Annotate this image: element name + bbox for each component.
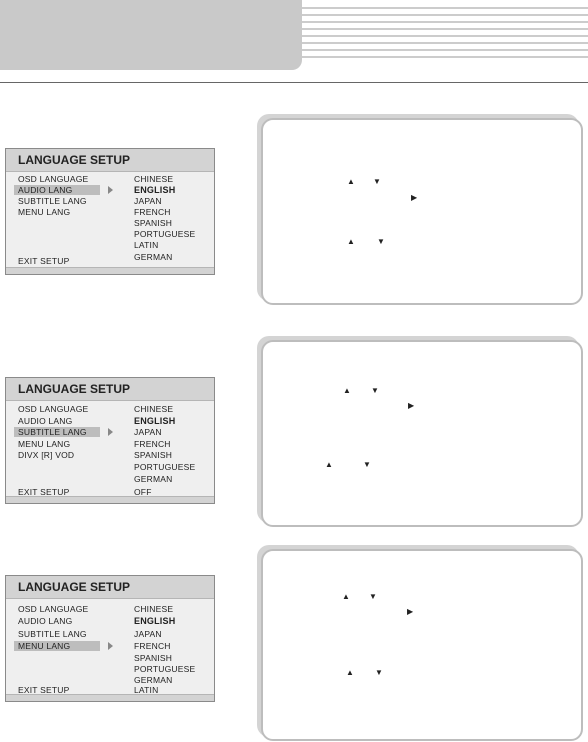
menu-item-osd-language[interactable]: OSD LANGUAGE (18, 174, 89, 184)
menu-item-exit-setup[interactable]: EXIT SETUP (18, 256, 70, 266)
menu-item-osd-language[interactable]: OSD LANGUAGE (18, 604, 89, 614)
menu-item-subtitle-lang[interactable]: SUBTITLE LANG (18, 427, 87, 437)
osd-footer (6, 496, 214, 503)
instruction-panel-1 (261, 118, 583, 305)
submenu-arrow-icon (108, 642, 113, 650)
option-german[interactable]: GERMAN (134, 474, 173, 484)
menu-item-menu-lang[interactable]: MENU LANG (18, 439, 71, 449)
instruction-panel-3 (261, 549, 583, 741)
osd-title: LANGUAGE SETUP (6, 576, 214, 599)
up-arrow-icon: ▲ (347, 237, 355, 246)
osd-language-setup-subtitle (5, 377, 215, 504)
option-japan[interactable]: JAPAN (134, 427, 162, 437)
option-japan[interactable]: JAPAN (134, 629, 162, 639)
osd-language-setup-menu (5, 575, 215, 702)
right-arrow-icon: ▶ (407, 607, 414, 616)
submenu-arrow-icon (108, 186, 113, 194)
menu-item-menu-lang[interactable]: MENU LANG (18, 207, 71, 217)
right-arrow-icon: ▶ (408, 401, 415, 410)
menu-item-audio-lang[interactable]: AUDIO LANG (18, 185, 73, 195)
down-arrow-icon: ▼ (373, 177, 381, 186)
down-arrow-icon: ▼ (363, 460, 371, 469)
option-spanish[interactable]: SPANISH (134, 653, 173, 663)
option-portuguese[interactable]: PORTUGUESE (134, 462, 196, 472)
option-portuguese[interactable]: PORTUGUESE (134, 664, 196, 674)
osd-footer (6, 694, 214, 701)
option-french[interactable]: FRENCH (134, 439, 171, 449)
down-arrow-icon: ▼ (377, 237, 385, 246)
header-tab (0, 0, 302, 70)
up-arrow-icon: ▲ (343, 386, 351, 395)
option-chinese[interactable]: CHINESE (134, 604, 174, 614)
submenu-arrow-icon (108, 428, 113, 436)
option-portuguese[interactable]: PORTUGUESE (134, 229, 196, 239)
option-japan[interactable]: JAPAN (134, 196, 162, 206)
option-spanish[interactable]: SPANISH (134, 218, 173, 228)
down-arrow-icon: ▼ (369, 592, 377, 601)
up-arrow-icon: ▲ (342, 592, 350, 601)
option-chinese[interactable]: CHINESE (134, 174, 174, 184)
osd-title: LANGUAGE SETUP (6, 149, 214, 172)
up-arrow-icon: ▲ (325, 460, 333, 469)
option-french[interactable]: FRENCH (134, 207, 171, 217)
option-off[interactable]: OFF (134, 487, 152, 497)
option-spanish[interactable]: SPANISH (134, 450, 173, 460)
up-arrow-icon: ▲ (347, 177, 355, 186)
option-latin[interactable]: LATIN (134, 685, 159, 695)
menu-item-exit-setup[interactable]: EXIT SETUP (18, 685, 70, 695)
osd-language-setup-audio (5, 148, 215, 275)
down-arrow-icon: ▼ (375, 668, 383, 677)
menu-item-audio-lang[interactable]: AUDIO LANG (18, 616, 73, 626)
option-german[interactable]: GERMAN (134, 252, 173, 262)
menu-item-exit-setup[interactable]: EXIT SETUP (18, 487, 70, 497)
osd-body (6, 172, 214, 267)
menu-item-divx-vod[interactable]: DIVX [R] VOD (18, 450, 75, 460)
header-rule (0, 82, 588, 83)
osd-title: LANGUAGE SETUP (6, 378, 214, 401)
menu-item-subtitle-lang[interactable]: SUBTITLE LANG (18, 196, 87, 206)
option-english[interactable]: ENGLISH (134, 416, 176, 426)
menu-item-subtitle-lang[interactable]: SUBTITLE LANG (18, 629, 87, 639)
option-english[interactable]: ENGLISH (134, 616, 176, 626)
option-french[interactable]: FRENCH (134, 641, 171, 651)
osd-body (6, 599, 214, 694)
menu-item-osd-language[interactable]: OSD LANGUAGE (18, 404, 89, 414)
osd-footer (6, 267, 214, 274)
option-english[interactable]: ENGLISH (134, 185, 176, 195)
option-german[interactable]: GERMAN (134, 675, 173, 685)
header-lines (302, 6, 588, 64)
osd-body (6, 401, 214, 496)
down-arrow-icon: ▼ (371, 386, 379, 395)
instruction-panel-2 (261, 340, 583, 527)
right-arrow-icon: ▶ (411, 193, 418, 202)
option-latin[interactable]: LATIN (134, 240, 159, 250)
menu-item-audio-lang[interactable]: AUDIO LANG (18, 416, 73, 426)
up-arrow-icon: ▲ (346, 668, 354, 677)
option-chinese[interactable]: CHINESE (134, 404, 174, 414)
menu-item-menu-lang[interactable]: MENU LANG (18, 641, 71, 651)
